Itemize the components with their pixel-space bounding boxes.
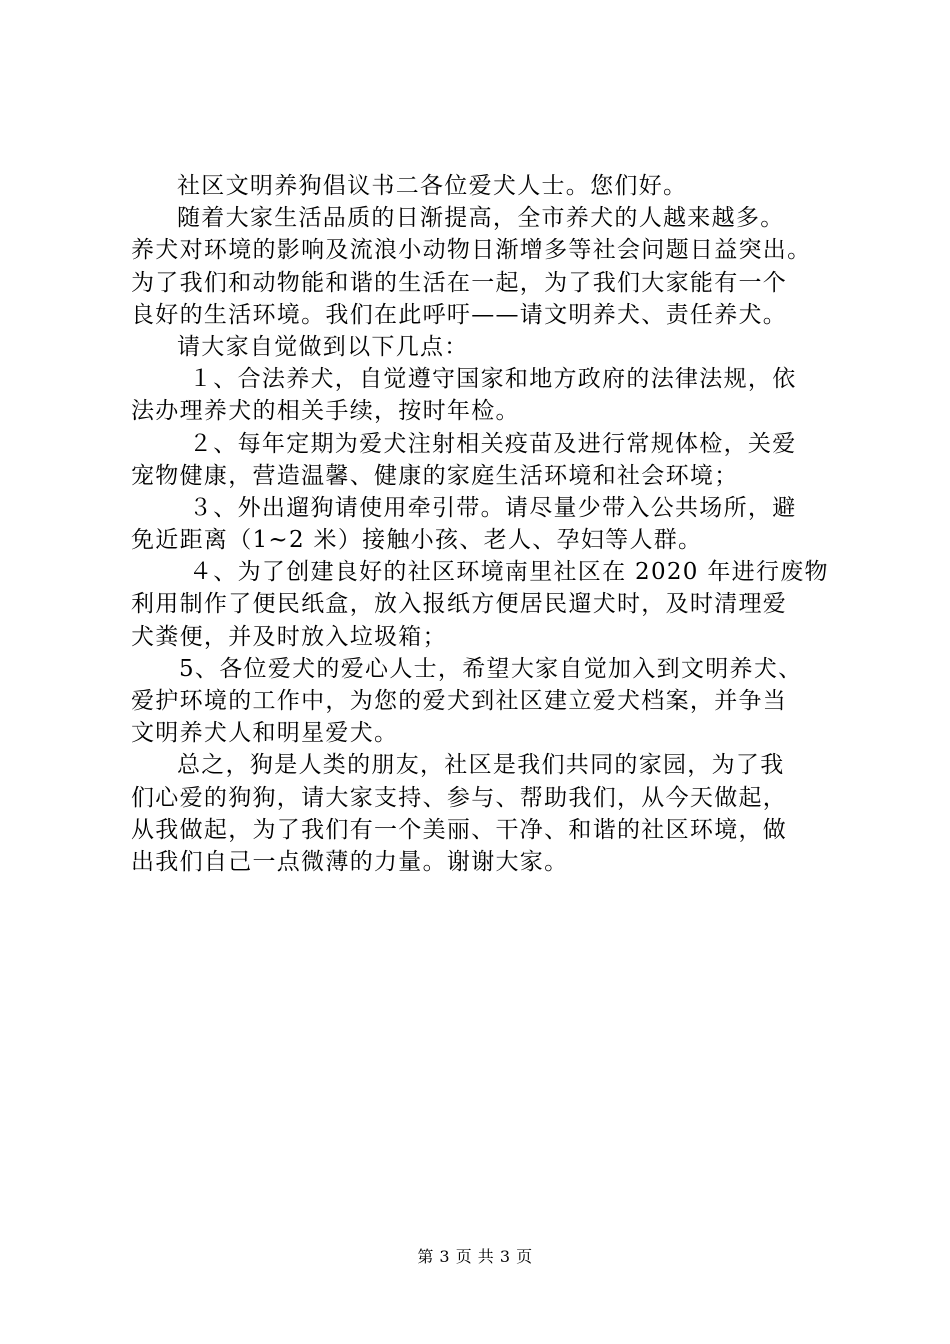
doc-line-conclusion: 总之，狗是人类的朋友，社区是我们共同的家园，为了我 bbox=[177, 752, 785, 779]
doc-line-item-3: ３、外出遛狗请使用牵引带。请尽量少带入公共场所，避 bbox=[189, 494, 797, 521]
doc-line: 宠物健康，营造温馨、健康的家庭生活环境和社会环境； bbox=[131, 462, 739, 489]
doc-line-item-5: 5、各位爱犬的爱心人士，希望大家自觉加入到文明养犬、 bbox=[179, 655, 803, 682]
doc-line: 良好的生活环境。我们在此呼吁——请文明养犬、责任养犬。 bbox=[131, 301, 788, 328]
doc-line: 免近距离（1~2 米）接触小孩、老人、孕妇等人群。 bbox=[131, 527, 703, 554]
doc-line-title: 社区文明养狗倡议书二各位爱犬人士。您们好。 bbox=[177, 173, 688, 199]
doc-line: 从我做起，为了我们有一个美丽、干净、和谐的社区环境，做 bbox=[131, 816, 788, 843]
doc-line: 为了我们和动物能和谐的生活在一起，为了我们大家能有一个 bbox=[131, 269, 788, 296]
doc-line-item-1: １、合法养犬，自觉遵守国家和地方政府的法律法规，依 bbox=[189, 366, 797, 393]
doc-line: 爱护环境的工作中，为您的爱犬到社区建立爱犬档案，并争当 bbox=[131, 688, 788, 714]
doc-line: 养犬对环境的影响及流浪小动物日渐增多等社会问题日益突出。 bbox=[131, 237, 812, 264]
page-footer bbox=[0, 1247, 950, 1267]
doc-line: 文明养犬人和明星爱犬。 bbox=[131, 720, 399, 747]
doc-line: 法办理养犬的相关手续，按时年检。 bbox=[131, 398, 520, 425]
document-body bbox=[131, 170, 831, 878]
doc-line: 犬粪便，并及时放入垃圾箱； bbox=[131, 623, 447, 650]
doc-line: 们心爱的狗狗，请大家支持、参与、帮助我们，从今天做起， bbox=[131, 784, 788, 811]
doc-line: 请大家自觉做到以下几点： bbox=[177, 333, 469, 360]
doc-line: 利用制作了便民纸盒，放入报纸方便居民遛犬时，及时清理爱 bbox=[131, 591, 788, 618]
doc-line: 随着大家生活品质的日渐提高，全市养犬的人越来越多。 bbox=[177, 205, 785, 232]
page-number: 第 3 页 共 3 页 bbox=[417, 1247, 533, 1266]
doc-line-item-2: ２、每年定期为爱犬注射相关疫苗及进行常规体检，关爱 bbox=[189, 430, 797, 457]
doc-line: 出我们自己一点微薄的力量。谢谢大家。 bbox=[131, 848, 569, 875]
doc-line-item-4: ４、为了创建良好的社区环境南里社区在 2020 年进行废物 bbox=[189, 559, 829, 586]
